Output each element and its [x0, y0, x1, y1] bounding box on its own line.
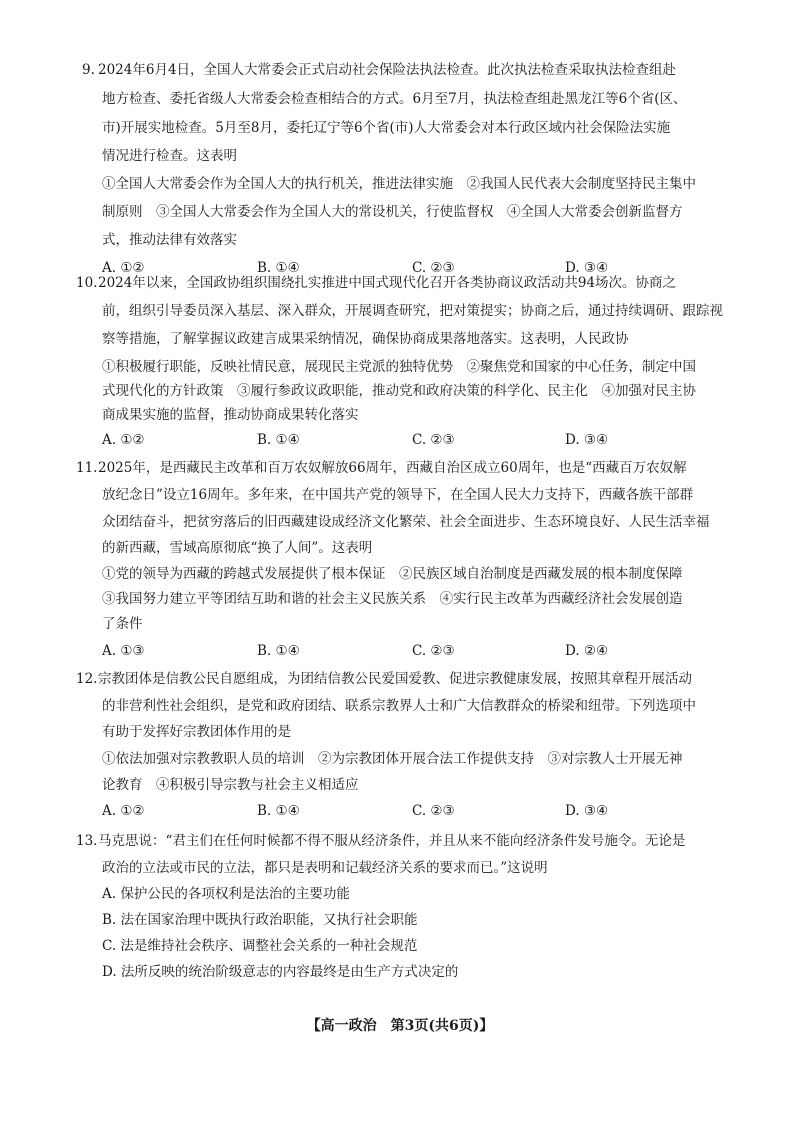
question-stem-line: 2025年，是西藏民主改革和百万农奴解放66周年，西藏自治区成立60周年，也是“西藏百万农奴解 [98, 460, 687, 476]
option-c[interactable]: C. ②③ [412, 260, 455, 276]
option-b[interactable]: B. 法在国家治理中既执行政治职能，又执行社会职能 [102, 912, 418, 928]
question-stem-line: 众团结奋斗，把贫穷落后的旧西藏建设成经济文化繁荣、社会全面进步、生态环境良好、人民生活幸福 [102, 514, 710, 530]
statement-line: 式现代化的方针政策 ③履行参政议政职能，推动党和政府决策的科学化、民主化 ④加强对民主协 [102, 383, 696, 399]
question-stem-line: 2024年6月4日，全国人大常委会正式启动社会保险法执法检查。此次执法检查采取执法检查组赴 [98, 62, 677, 78]
option-row [102, 805, 702, 821]
page-footer: 【高一政治 第3页(共6页)】 [306, 1018, 494, 1034]
option-d[interactable]: D. ③④ [565, 803, 609, 819]
question-stem-line: 的非营利性社会组织，是党和政府团结、联系宗教界人士和广大信教群众的桥梁和纽带。下列选项中 [102, 698, 696, 714]
statement-line: 了条件 [102, 616, 143, 632]
question-stem-line: 政治的立法或市民的立法，都只是表明和记载经济关系的要求而已。”这说明 [102, 860, 548, 876]
question-stem-line: 情况进行检查。这表明 [102, 148, 237, 164]
question-stem-line: 马克思说：“君主们在任何时候都不得不服从经济条件，并且从来不能向经济条件发号施令。无论是 [98, 833, 686, 849]
statement-line: ③我国努力建立平等团结互助和谐的社会主义民族关系 ④实行民主改革为西藏经济社会发展创造 [102, 591, 683, 607]
option-a[interactable]: A. ①② [102, 432, 145, 448]
option-c[interactable]: C. ②③ [412, 803, 455, 819]
question-stem-line: 地方检查、委托省级人大常委会检查相结合的方式。6月至7月，执法检查组赴黑龙江等6个省(区、 [102, 91, 687, 107]
option-b[interactable]: B. ①④ [257, 260, 300, 276]
question-number: 10. [76, 275, 98, 291]
option-c[interactable]: C. ②③ [412, 432, 455, 448]
question-stem-line: 前，组织引导委员深入基层、深入群众，开展调查研究，把对策提实；协商之后，通过持续调研、跟踪视 [102, 303, 723, 319]
question-stem-line: 放纪念日”设立16周年。多年来，在中国共产党的领导下，在全国人民大力支持下，西藏各族干部群 [102, 487, 694, 503]
statement-line: 制原则 ③全国人大常委会作为全国人大的常设机关，行使监督权 ④全国人大常委会创新监督方 [102, 204, 683, 220]
option-c[interactable]: C. ②③ [412, 643, 455, 659]
question-stem-line: 宗教团体是信教公民自愿组成，为团结信教公民爱国爱教、促进宗教健康发展，按照其章程开展活动 [98, 671, 692, 687]
option-b[interactable]: B. ①④ [257, 432, 300, 448]
option-b[interactable]: B. ①④ [257, 803, 300, 819]
question-stem-line: 的新西藏，雪域高原彻底“换了人间”。这表明 [102, 540, 373, 556]
question-stem-line: 2024年以来，全国政协组织围绕扎实推进中国式现代化召开各类协商议政活动共94场次。协商之 [98, 275, 677, 291]
option-row [102, 645, 702, 661]
option-a[interactable]: A. ①② [102, 803, 145, 819]
statement-line: ①积极履行职能，反映社情民意，展现民主党派的独特优势 ②聚焦党和国家的中心任务，制定中国 [102, 359, 696, 375]
option-row [102, 434, 702, 450]
statement-line: ①依法加强对宗教教职人员的培训 ②为宗教团体开展合法工作提供支持 ③对宗教人士开展无神 [102, 751, 683, 767]
statement-line: ①党的领导为西藏的跨越式发展提供了根本保证 ②民族区域自治制度是西藏发展的根本制度保障 [102, 566, 683, 582]
option-b[interactable]: B. ①④ [257, 643, 300, 659]
option-a[interactable]: A. ①② [102, 260, 145, 276]
question-number: 13. [76, 833, 98, 849]
option-d[interactable]: D. ②④ [565, 643, 609, 659]
question-stem-line: 察等措施，了解掌握议政建言成果采纳情况，确保协商成果落地落实。这表明，人民政协 [102, 331, 629, 347]
option-d[interactable]: D. ③④ [565, 260, 609, 276]
question-stem-line: 有助于发挥好宗教团体作用的是 [102, 724, 291, 740]
statement-line: ①全国人大常委会作为全国人大的执行机关，推进法律实施 ②我国人民代表大会制度坚持民主集中 [102, 176, 696, 192]
option-c[interactable]: C. 法是维持社会秩序、调整社会关系的一种社会规范 [102, 938, 418, 954]
statement-line: 式，推动法律有效落实 [102, 232, 237, 248]
statement-line: 论教育 ④积极引导宗教与社会主义相适应 [102, 777, 359, 793]
option-a[interactable]: A. ①③ [102, 643, 145, 659]
statement-line: 商成果实施的监督，推动协商成果转化落实 [102, 407, 359, 423]
question-number: 11. [76, 460, 98, 476]
option-a[interactable]: A. 保护公民的各项权利是法治的主要功能 [102, 886, 350, 902]
question-stem-line: 市)开展实地检查。5月至8月，委托辽宁等6个省(市)人大常委会对本行政区域内社会保险法实施 [102, 120, 671, 136]
option-d[interactable]: D. ③④ [565, 432, 609, 448]
question-number: 12. [76, 671, 98, 687]
option-d[interactable]: D. 法所反映的统治阶级意志的内容最终是由生产方式决定的 [102, 964, 459, 980]
question-number: 9. [82, 62, 95, 78]
